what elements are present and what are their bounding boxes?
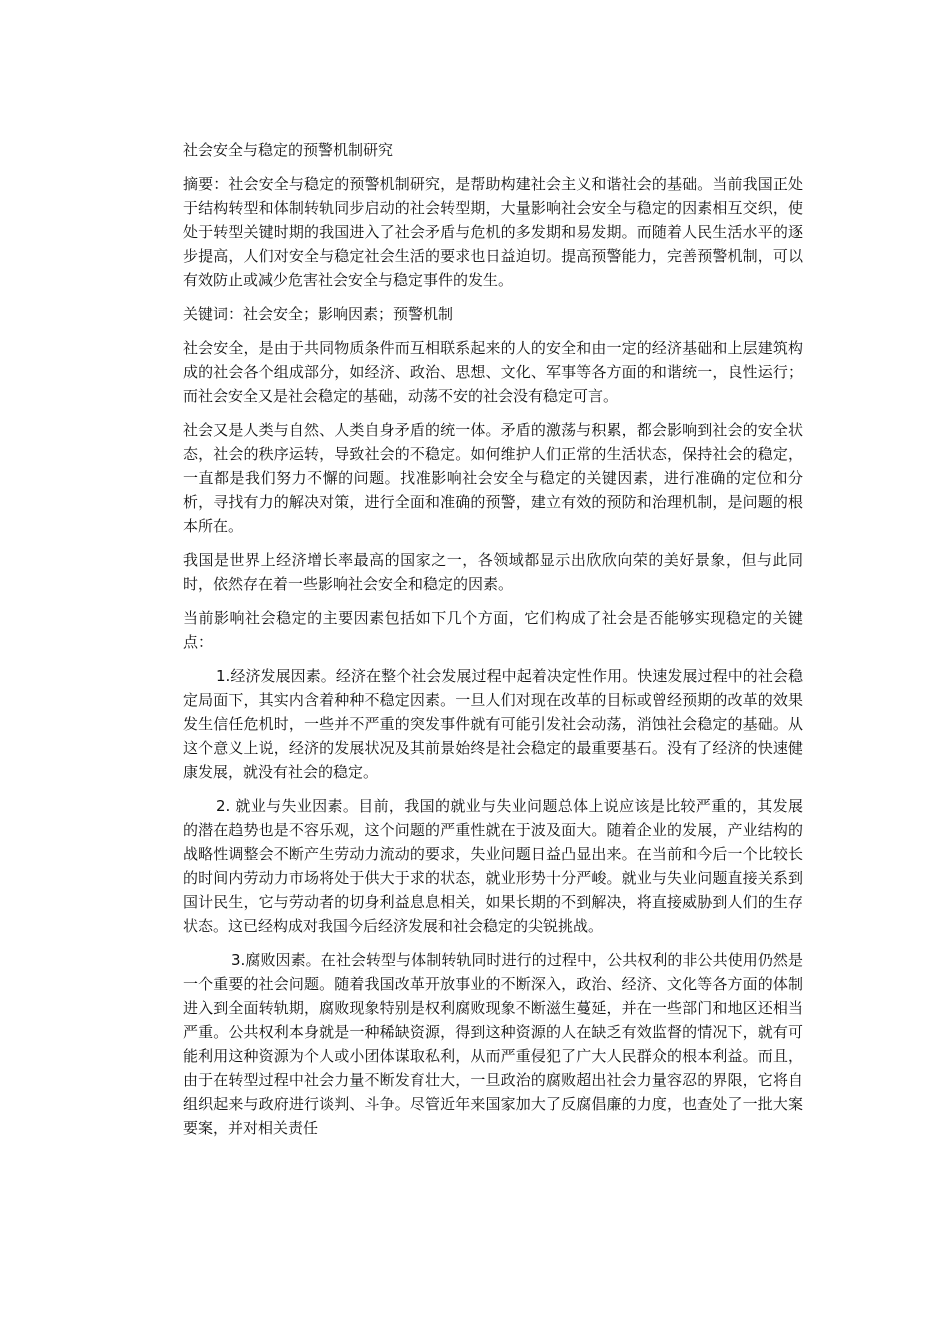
abstract-paragraph: 摘要：社会安全与稳定的预警机制研究，是帮助构建社会主义和谐社会的基础。当前我国正处于结构转型和体制转轨同步启动的社会转型期，大量影响社会安全与稳定的因素相互交织，使处于转型关键时期的我国进入了社会矛盾与危机的多发期和易发期。而随着人民生活水平的逐步提高，人们对安全与稳定社会生活的要求也日益迫切。提高预警能力，完善预警机制，可以有效防止或减少危害社会安全与稳定事件的发生。 — [183, 175, 803, 289]
body-paragraph: 社会安全，是由于共同物质条件而互相联系起来的人的安全和由一定的经济基础和上层建筑构成的社会各个组成部分，如经济、政治、思想、文化、军事等各方面的和谐统一，良性运行；而社会安全又是社会稳定的基础，动荡不安的社会没有稳定可言。 — [183, 339, 803, 405]
body-paragraph: 社会又是人类与自然、人类自身矛盾的统一体。矛盾的激荡与积累，都会影响到社会的安全状态，社会的秩序运转，导致社会的不稳定。如何维护人们正常的生活状态，保持社会的稳定，一直都是我们努力不懈的问题。找准影响社会安全与稳定的关键因素，进行准确的定位和分析，寻找有力的解决对策，进行全面和准确的预警，建立有效的预防和治理机制，是问题的根本所在。 — [183, 421, 803, 535]
factor-corruption-paragraph: 3.腐败因素。在社会转型与体制转轨同时进行的过程中，公共权利的非公共使用仍然是一个重要的社会问题。随着我国改革开放事业的不断深入，政治、经济、文化等各方面的体制进入到全面转轨期，腐败现象特别是权利腐败现象不断滋生蔓延，并在一些部门和地区还相当严重。公共权利本身就是一种稀缺资源，得到这种资源的人在缺乏有效监督的情况下，就有可能利用这种资源为个人或小团体谋取私利，从而严重侵犯了广大人民群众的根本利益。而且，由于在转型过程中社会力量不断发育壮大，一旦政治的腐败超出社会力量容忍的界限，它将自组织起来与政府进行谈判、斗争。尽管近年来国家加大了反腐倡廉的力度，也查处了一批大案要案，并对相关责任 — [183, 951, 803, 1137]
keywords-paragraph: 关键词：社会安全；影响因素；预警机制 — [183, 305, 454, 323]
body-paragraph: 我国是世界上经济增长率最高的国家之一，各领域都显示出欣欣向荣的美好景象，但与此同时，依然存在着一些影响社会安全和稳定的因素。 — [183, 551, 803, 593]
body-paragraph: 当前影响社会稳定的主要因素包括如下几个方面，它们构成了社会是否能够实现稳定的关键点： — [183, 609, 803, 651]
factor-economy-paragraph: 1.经济发展因素。经济在整个社会发展过程中起着决定性作用。快速发展过程中的社会稳定局面下，其实内含着种种不稳定因素。一旦人们对现在改革的目标或曾经预期的改革的效果发生信任危机时，一些并不严重的突发事件就有可能引发社会动荡，消蚀社会稳定的基础。从这个意义上说，经济的发展状况及其前景始终是社会稳定的最重要基石。没有了经济的快速健康发展，就没有社会的稳定。 — [183, 667, 803, 781]
factor-employment-paragraph: 2. 就业与失业因素。目前，我国的就业与失业问题总体上说应该是比较严重的，其发展的潜在趋势也是不容乐观，这个问题的严重性就在于波及面大。随着企业的发展，产业结构的战略性调整会不断产生劳动力流动的要求，失业问题日益凸显出来。在当前和今后一个比较长的时间内劳动力市场将处于供大于求的状态，就业形势十分严峻。就业与失业问题直接关系到国计民生，它与劳动者的切身利益息息相关，如果长期的不到解决，将直接威胁到人们的生存状态。这已经构成对我国今后经济发展和社会稳定的尖锐挑战。 — [183, 797, 803, 935]
document-title: 社会安全与稳定的预警机制研究 — [183, 141, 394, 159]
document-body — [183, 138, 803, 1150]
